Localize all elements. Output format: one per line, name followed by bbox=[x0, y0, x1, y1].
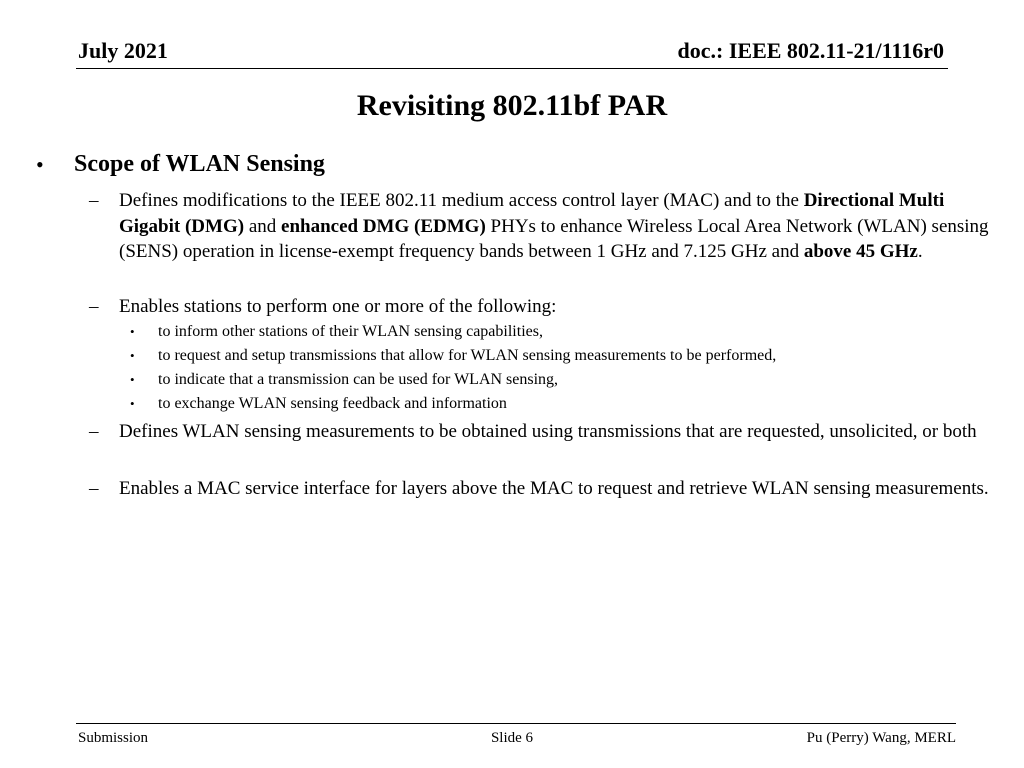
bold-text-45ghz: above 45 GHz bbox=[803, 241, 918, 262]
header-date: July 2021 bbox=[78, 38, 168, 63]
bullet-marker: • bbox=[130, 372, 135, 387]
text-run: PHYs to enhance Wireless Local Area Network (WLAN) sensing (SENS) operation in license-exempt frequency bands between 1 GHz and 7.125 GHz and bbox=[119, 215, 989, 262]
dash-marker: – bbox=[89, 296, 99, 317]
list-item-text: to exchange WLAN sensing feedback and information bbox=[158, 395, 507, 412]
sub-item-text: Enables stations to perform one or more of the following: bbox=[119, 296, 557, 317]
dash-marker: – bbox=[89, 190, 99, 211]
dash-marker: – bbox=[89, 421, 99, 442]
bullet-marker: • bbox=[130, 396, 135, 411]
footer-author: Pu (Perry) Wang, MERL bbox=[806, 730, 956, 746]
bullet-marker: • bbox=[36, 152, 44, 177]
text-run: Defines modifications to the IEEE 802.11 medium access control layer (MAC) and to the bbox=[119, 190, 804, 211]
bold-text-edmg: enhanced DMG (EDMG) bbox=[281, 215, 486, 237]
header-doc-id: doc.: IEEE 802.11-21/1116r0 bbox=[677, 38, 944, 63]
sub-item-text bbox=[119, 188, 994, 265]
bullet-marker: • bbox=[130, 348, 135, 363]
footer-slide-number: Slide 6 bbox=[490, 730, 534, 746]
list-item-text: to indicate that a transmission can be used for WLAN sensing, bbox=[158, 371, 559, 388]
header-divider bbox=[76, 68, 948, 69]
bullet-heading: Scope of WLAN Sensing bbox=[74, 151, 325, 177]
text-run: and bbox=[244, 215, 282, 237]
text-run: . bbox=[917, 241, 923, 262]
list-item-text: to request and setup transmissions that allow for WLAN sensing measurements to be performed, bbox=[158, 347, 777, 364]
bold-text-dmg: Directional Multi Gigabit (DMG) bbox=[119, 190, 945, 237]
list-item-text: to inform other stations of their WLAN sensing capabilities, bbox=[158, 323, 543, 340]
sub-item-text: Enables a MAC service interface for layers above the MAC to request and retrieve WLAN sensing measurements. bbox=[119, 478, 989, 499]
footer-submission: Submission bbox=[78, 730, 149, 746]
dash-marker: – bbox=[89, 478, 99, 499]
sub-item-text: Defines WLAN sensing measurements to be obtained using transmissions that are requested, unsolicited, or both bbox=[119, 421, 977, 442]
footer-divider bbox=[76, 723, 956, 724]
slide-title: Revisiting 802.11bf PAR bbox=[356, 89, 668, 122]
bullet-marker: • bbox=[130, 324, 135, 339]
